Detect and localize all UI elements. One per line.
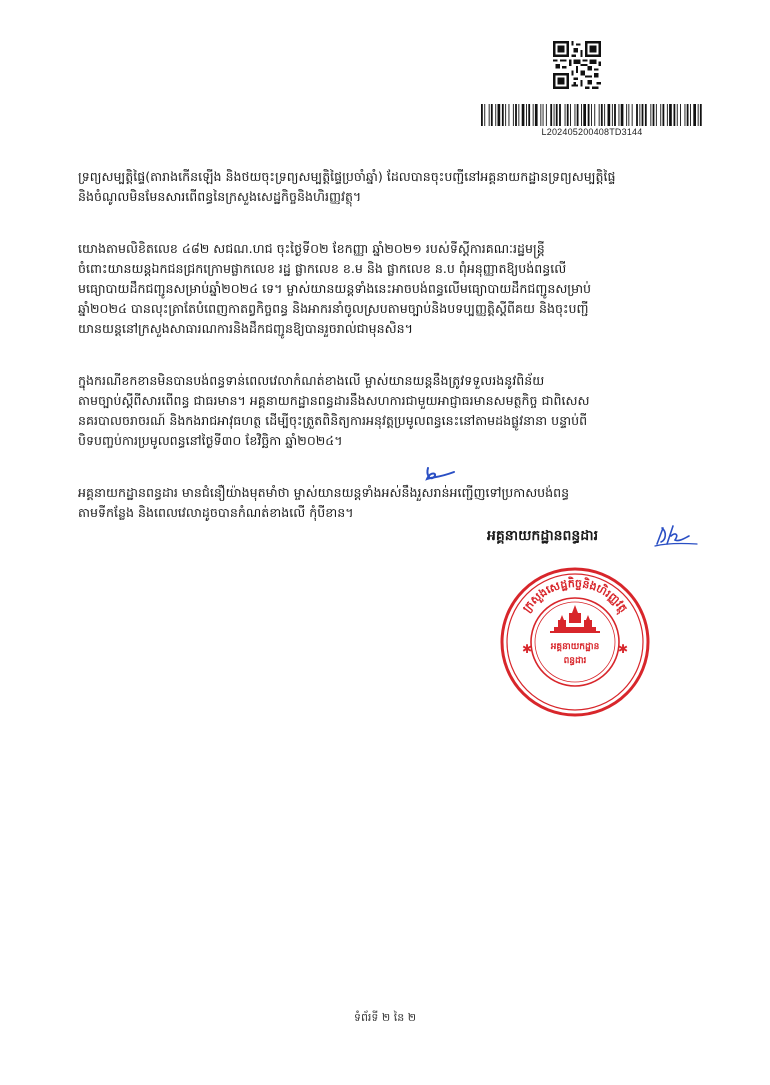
barcode-bar [674, 104, 676, 126]
barcode-bar [612, 104, 613, 126]
qr-code [553, 41, 601, 89]
barcode-bar [685, 104, 686, 126]
barcode-bar [535, 104, 538, 126]
barcode-bar [619, 104, 620, 126]
paragraph-1: ទ្រព្យសម្បត្តិផ្ទៃ(តារាងកើនឡើង និងថយចុះទ្រព្យសម្បត្តិផ្ទៃប្រចាំឆ្នាំ) ដែលបានចុះបញ្ជីនៅអគ្គនាយកដ្ឋានទ្រព្យសម្បត្តិផ្ទៃ និងចំណូលមិនមែនសារពើពន្ធនៃក្រសួងសេដ្ឋកិច្ចនិងហិរញ្ញវត្ថុ។ [78, 169, 616, 204]
barcode-bar [502, 104, 504, 126]
barcode-bar [581, 104, 582, 126]
barcode-bar [554, 104, 555, 126]
barcode-bar [653, 104, 655, 126]
barcode-bar [639, 104, 640, 126]
signature-block [487, 526, 707, 556]
seal-inner-line1: អគ្គនាយកដ្ឋាន [550, 642, 600, 652]
barcode-bar [522, 104, 525, 126]
barcode-bar [543, 104, 544, 126]
paragraph-2: យោងតាមលិខិតលេខ ៤៨២ សជណ.ហជ ចុះថ្ងៃទី០២ ខែកញ្ញា ឆ្នាំ២០២១ របស់ទីស្តីការគណៈរដ្ឋមន្ត្រី ចំពោះយានយន្តឯកជនជ្រកក្រោមផ្លាកលេខ រដ្ឋ ផ្លាកលេខ ខ.ម និង ផ្លាកលេខ ន.ប ពុំអនុញ្ញាតឱ្យបង់ពន្ធលើ មធ្យោបាយដឹកជញ្ជូនសម្រាប់ឆ្នាំ២០២៤ ទេ។ ម្ចាស់យានយន្តទាំងនេះអាចបង់ពន្ធលើមធ្យោបាយដឹកជញ្ជូនសម្រាប់ ឆ្នាំ២០២៤ បានលុះត្រាតែបំពេញកាតព្វកិច្ចពន្ធ និងអាករនាំចូលស្របតាមច្បាប់និងបទប្បញ្ញត្តិស្តីពីគយ និងចុះបញ្ជី យានយន្តនៅក្រសួងសាធារណការនិងដឹកជញ្ជូនឱ្យបានរួចរាល់ជាមុនសិន។ [78, 241, 592, 336]
barcode-bar [533, 104, 534, 126]
page-number: ទំព័រទី ២ នៃ ២ [353, 1011, 417, 1024]
barcode-bar [601, 104, 603, 126]
seal-star-right: ✱ [618, 642, 629, 656]
barcode-bar [528, 104, 530, 126]
barcode-number: L202405200408TD3144 [541, 127, 643, 137]
barcode-bar [700, 104, 702, 126]
official-seal [498, 565, 652, 719]
barcode-bar [604, 104, 605, 126]
barcode-bar [565, 104, 566, 126]
barcode-bar [667, 104, 668, 126]
barcode-bar [484, 104, 485, 126]
paragraph-3: ក្នុងករណីខកខានមិនបានបង់ពន្ធទាន់ពេលវេលាកំណត់ខាងលើ ម្ចាស់យានយន្តនឹងត្រូវទទួលរងនូវពិន័យ តាមច្បាប់ស្តីពីសារពើពន្ធ ជាធរមាន។ អគ្គនាយកដ្ឋានពន្ធដារនឹងសហការជាមួយអាជ្ញាធរមានសមត្ថកិច្ច ជាពិសេស នគរបាលចរាចរណ៍ និងកងរាជអាវុធហត្ថ ដើម្បីចុះត្រួតពិនិត្យការអនុវត្តប្រមូលពន្ធនេះនៅតាមដងផ្លូវនានា បន្ទាប់ពី បិទបញ្ចប់ការប្រមូលពន្ធនៅថ្ងៃទី៣០ ខែវិច្ឆិកា ឆ្នាំ២០២៤។ [78, 373, 590, 448]
barcode-bar [677, 104, 678, 126]
barcode-bar [645, 104, 647, 126]
barcode-bar [518, 104, 519, 126]
barcode-bar [663, 104, 665, 126]
barcode-bar [546, 104, 547, 126]
barcode-bar [567, 104, 569, 126]
barcode-bar [621, 104, 624, 126]
barcode-bar [680, 104, 681, 126]
barcode-bar [513, 104, 514, 126]
barcode-bar [577, 104, 579, 126]
barcode-bar [556, 104, 558, 126]
initials-mark [424, 465, 456, 485]
barcode-bar [650, 104, 651, 126]
seal-star-left: ✱ [522, 642, 533, 656]
temple-emblem [550, 605, 600, 633]
barcode-bar [698, 104, 699, 126]
barcode-bar [614, 104, 616, 126]
barcode-bar [693, 104, 696, 126]
barcode-bar [570, 104, 571, 126]
seal-outer-text: ក្រសួងសេដ្ឋកិច្ចនិងហិរញ្ញវត្ថុ [520, 576, 630, 615]
barcode-bar [495, 104, 496, 126]
barcode-bar [583, 104, 586, 126]
barcode-bar [626, 104, 627, 126]
barcode-bar [550, 104, 552, 126]
barcode-bar [540, 104, 541, 126]
barcode-bar [498, 104, 501, 126]
barcode-bar [594, 104, 595, 126]
barcode-bar [656, 104, 657, 126]
barcode-bar [509, 104, 510, 126]
barcode-bar [575, 104, 576, 126]
barcode-bar [642, 104, 644, 126]
barcode-bar [636, 104, 638, 126]
barcode-bar [559, 104, 561, 126]
barcode-bar [588, 104, 590, 126]
barcode-bar [687, 104, 689, 126]
letter-body [78, 147, 702, 555]
barcode-bar [491, 104, 493, 126]
barcode-bar [505, 104, 506, 126]
barcode-bar [660, 104, 661, 126]
barcode-bar [628, 104, 629, 126]
barcode-bar [526, 104, 527, 126]
barcode-bar [591, 104, 592, 126]
barcode-bar [481, 104, 483, 126]
paragraph-4: អគ្គនាយកដ្ឋានពន្ធដារ មានជំនឿយ៉ាងមុតមាំថា ម្ចាស់យានយន្តទាំងអស់នឹងរួសរាន់អញ្ជើញទៅប្រកាសបង់ពន្ធ តាមទីកន្លែង និងពេលវេលាដូចបានកំណត់ខាងលើ កុំបីខាន។ [78, 485, 570, 520]
barcode-bar [632, 104, 633, 126]
barcode [480, 104, 704, 126]
signature-initials [653, 522, 699, 548]
barcode-bar [669, 104, 672, 126]
barcode-bar [690, 104, 691, 126]
barcode-bar [599, 104, 600, 126]
signer-title: អគ្គនាយកដ្ឋានពន្ធដារ [487, 528, 599, 544]
barcode-bar [515, 104, 517, 126]
barcode-bar [608, 104, 611, 126]
seal-inner-line2: ពន្ធដារ [563, 656, 587, 666]
barcode-bar [489, 104, 490, 126]
